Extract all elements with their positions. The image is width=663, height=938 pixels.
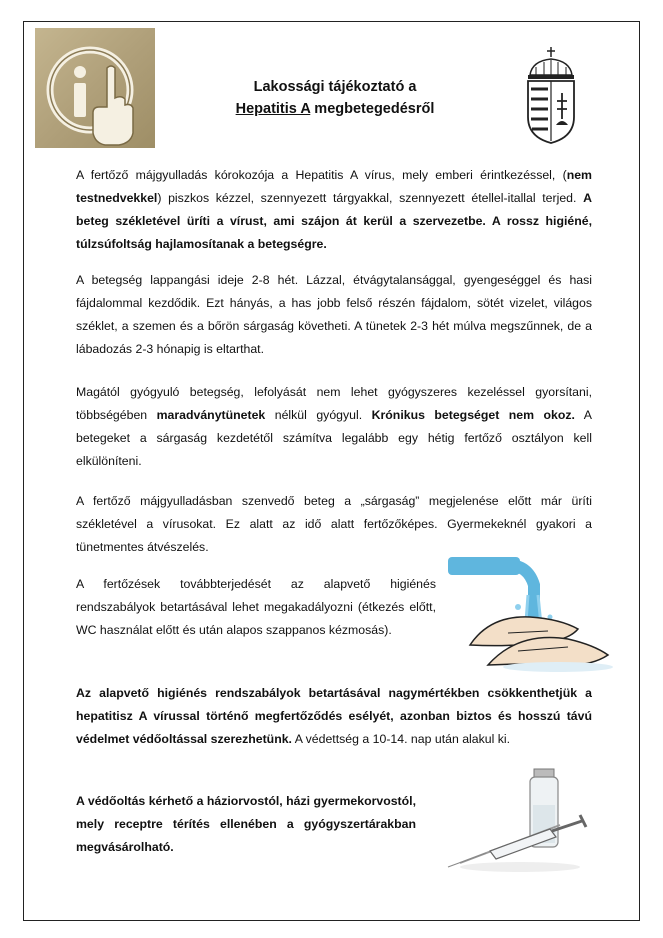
handwashing-illustration	[448, 555, 618, 675]
syringe-vial-illustration	[440, 765, 600, 875]
info-hand-icon	[35, 28, 155, 148]
p6-run-1: A védettség a 10-14. nap után alakul ki.	[291, 732, 511, 746]
page-title	[160, 76, 510, 120]
paragraph-vaccination	[76, 682, 592, 751]
p5-run-0: A fertőzések továbbterjedését az alapvető higiénés rendszabályok betartásával lehet megakadályozni (étkezés előtt, WC használat előtt és után alapos szappanos kézmosás).	[76, 577, 436, 637]
p3-run-2: nélkül gyógyul.	[265, 408, 372, 422]
title-line-1: Lakossági tájékoztató a	[253, 79, 417, 95]
p7-run-0: A védőoltás kérhető a háziorvostól, házi gyermekorvostól, mely receptre térítés ellenében a gyógyszertárakban megvásárolható.	[76, 794, 416, 854]
p1-run-2: ) piszkos kézzel, szennyezett tárgyakkal, szennyezett étellel-itallal terjed.	[157, 191, 584, 205]
paragraph-course	[76, 381, 592, 473]
title-rest: megbetegedésről	[310, 101, 435, 117]
p1-run-3: A beteg székletével üríti a vírust, ami szájon át kerül a szervezetbe. A rossz higiéné, túlzsúfoltság hajlamosítanak a betegségre.	[76, 191, 592, 251]
p3-run-1: maradványtünetek	[156, 408, 266, 422]
title-line-2	[160, 98, 510, 120]
p3-run-4: A betegeket a sárgaság kezdetétől számítva legalább egy hétig fertőző osztályon kell elkülöníteni.	[76, 408, 592, 468]
p3-run-3: Krónikus betegséget nem okoz.	[371, 408, 575, 422]
paragraph-transmission	[76, 164, 592, 256]
p3-run-0: Magától gyógyuló betegség, lefolyását nem lehet gyógyszeres kezeléssel gyorsítani, többségében	[76, 385, 592, 422]
p1-run-0: A fertőző májgyulladás kórokozója a Hepatitis A vírus, mely emberi érintkezéssel, (	[76, 168, 567, 182]
title-underlined: Hepatitis A	[235, 101, 311, 117]
p1-run-1: nem testnedvekkel	[76, 168, 592, 205]
paragraph-prevention	[76, 573, 436, 642]
p4-run-0: A fertőző májgyulladásban szenvedő beteg a „sárgaság” megjelenése előtt már üríti székletével a vírusokat. Ez alatt az idő alatt fertőzőképes. Gyermekeknél gyakori a tünetmentes átvészelés.	[76, 494, 592, 554]
paragraph-symptoms	[76, 269, 592, 361]
paragraph-infectiousness	[76, 490, 592, 559]
hungarian-coat-of-arms-icon	[522, 45, 580, 145]
p6-run-0: Az alapvető higiénés rendszabályok betartásával nagymértékben csökkenthetjük a hepatitisz A vírussal történő megfertőződés esélyét, azonban biztos és hosszú távú védelmet védőoltással szerezhetünk.	[76, 686, 592, 746]
paragraph-vaccine-availability	[76, 790, 416, 859]
p2-run-0: A betegség lappangási ideje 2-8 hét. Lázzal, étvágytalansággal, gyengeséggel és hasi fájdalommal kezdődik. Ezt hányás, a has jobb felső részén fájdalom, sötét vizelet, világos széklet, a szemen és a bőrön sárgaság követheti. A tünetek 2-3 hét múlva megszűnnek, de a lábadozás 2-3 hónapig is eltarthat.	[76, 273, 592, 356]
